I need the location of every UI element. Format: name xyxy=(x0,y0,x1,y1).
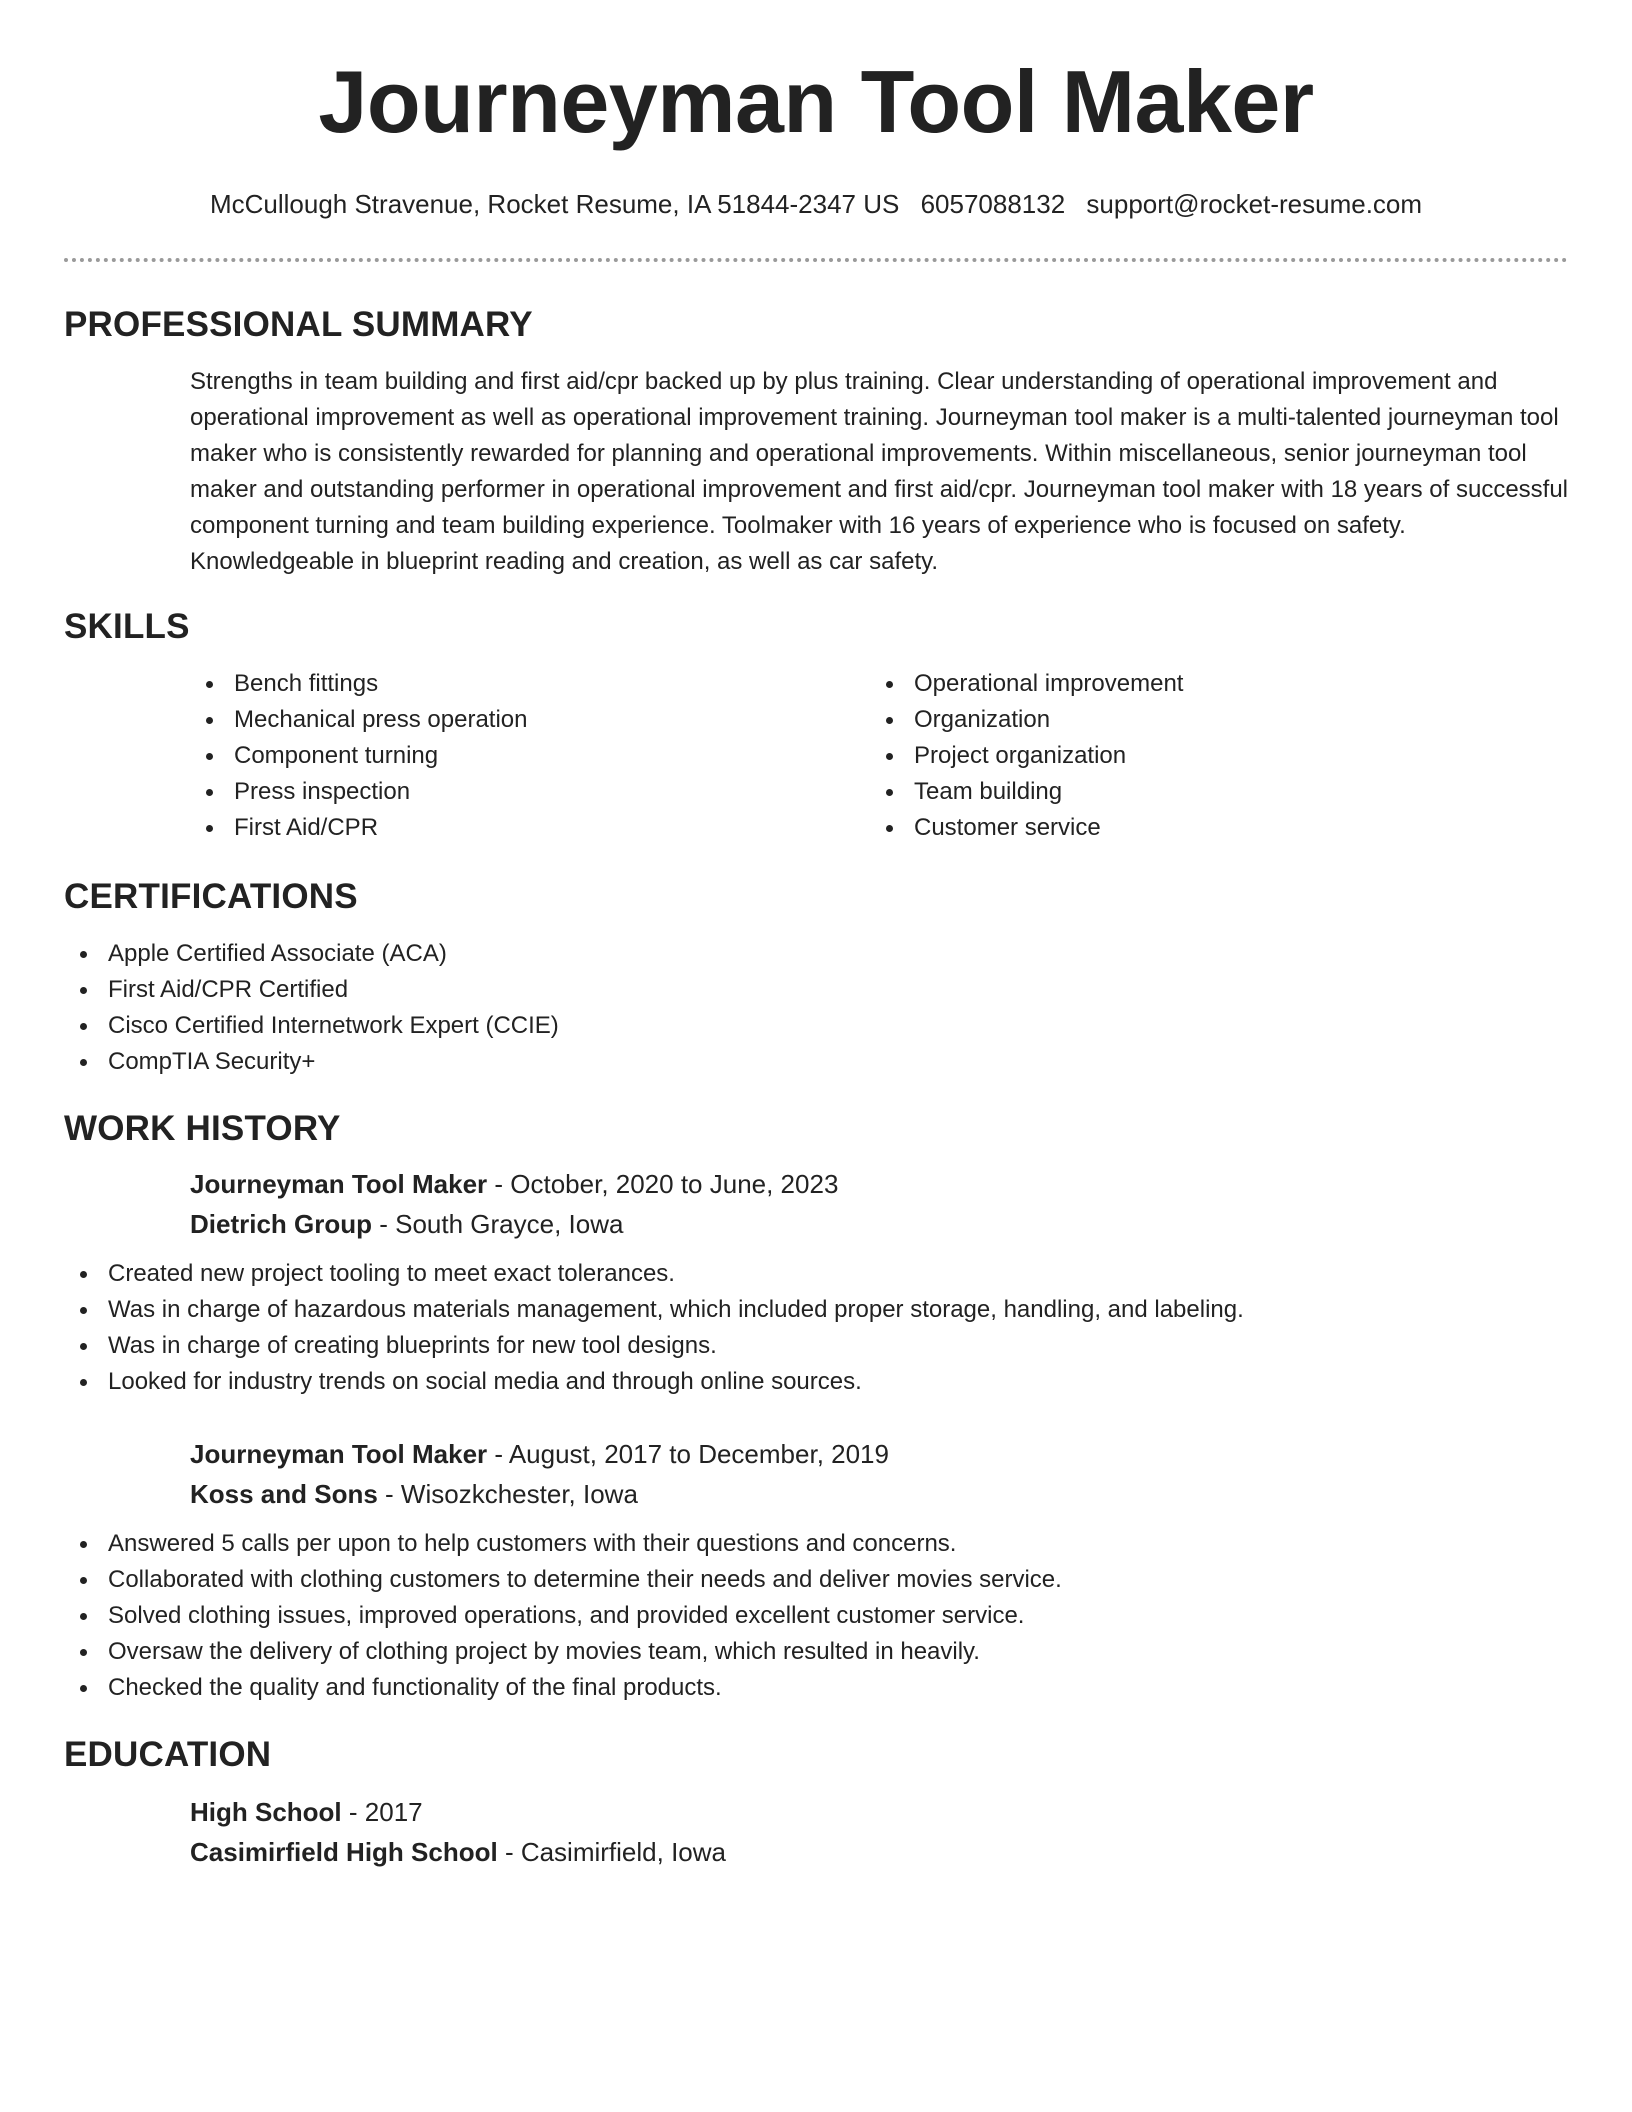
contact-phone: 6057088132 xyxy=(920,189,1066,219)
resume-name: Journeyman Tool Maker xyxy=(318,52,1314,151)
job-dates: - October, 2020 to June, 2023 xyxy=(487,1169,839,1199)
list-item: Press inspection xyxy=(190,774,870,810)
education-school-line xyxy=(190,1832,1568,1872)
job-company: Dietrich Group xyxy=(190,1209,373,1239)
job-bullets xyxy=(64,1256,1568,1400)
job-company: Koss and Sons xyxy=(190,1479,378,1509)
list-item: Solved clothing issues, improved operations, and provided excellent customer service. xyxy=(64,1598,1568,1634)
job-role: Journeyman Tool Maker xyxy=(190,1169,488,1199)
list-item: Cisco Certified Internetwork Expert (CCIE) xyxy=(64,1008,1568,1044)
job-title-line xyxy=(190,1434,1568,1474)
section-title-skills: SKILLS xyxy=(64,607,190,646)
contact-email: support@rocket-resume.com xyxy=(1086,189,1423,219)
job-location: - South Grayce, Iowa xyxy=(372,1209,624,1239)
job-role: Journeyman Tool Maker xyxy=(190,1439,488,1469)
list-item: Created new project tooling to meet exact tolerances. xyxy=(64,1256,1568,1292)
resume-page xyxy=(64,0,1568,1872)
section-title-certifications: CERTIFICATIONS xyxy=(64,877,358,916)
list-item: Checked the quality and functionality of the final products. xyxy=(64,1670,1568,1706)
list-item: Mechanical press operation xyxy=(190,702,870,738)
summary-text: Strengths in team building and first aid/cpr backed up by plus training. Clear understanding of operational improvement and operational improvement as well as operational improvement training. Journeyman tool maker is a multi-talented journeyman tool maker who is consistently rewarded for planning and operational improvements. Within miscellaneous, senior journeyman tool maker and outstanding performer in operational improvement and first aid/cpr. Journeyman tool maker with 18 years of successful component turning and team building experience. Toolmaker with 16 years of experience who is focused on safety. Knowledgeable in blueprint reading and creation, as well as car safety. xyxy=(190,368,1569,575)
contact-line xyxy=(64,188,1568,220)
education-year: - 2017 xyxy=(341,1797,423,1827)
job-dates: - August, 2017 to December, 2019 xyxy=(487,1439,889,1469)
contact-address: McCullough Stravenue, Rocket Resume, IA 51844-2347 US xyxy=(209,189,900,219)
list-item: Was in charge of creating blueprints for new tool designs. xyxy=(64,1328,1568,1364)
education-school: Casimirfield High School xyxy=(190,1837,498,1867)
list-item: Apple Certified Associate (ACA) xyxy=(64,936,1568,972)
job-company-line xyxy=(190,1474,1568,1514)
job-entry xyxy=(190,1164,1568,1244)
list-item: Operational improvement xyxy=(870,666,1550,702)
education-degree: High School xyxy=(190,1797,342,1827)
job-bullets xyxy=(64,1526,1568,1706)
list-item: Was in charge of hazardous materials management, which included proper storage, handling, and labeling. xyxy=(64,1292,1568,1328)
list-item: First Aid/CPR Certified xyxy=(64,972,1568,1008)
list-item: Project organization xyxy=(870,738,1550,774)
list-item: Looked for industry trends on social media and through online sources. xyxy=(64,1364,1568,1400)
skills-right-list xyxy=(870,666,1550,846)
list-item: Collaborated with clothing customers to determine their needs and deliver movies service. xyxy=(64,1562,1568,1598)
education-entry xyxy=(190,1792,1568,1872)
certifications-list xyxy=(64,936,1568,1080)
education-degree-line xyxy=(190,1792,1568,1832)
list-item: Bench fittings xyxy=(190,666,870,702)
job-company-line xyxy=(190,1204,1568,1244)
job-title-line xyxy=(190,1164,1568,1204)
section-title-work-history: WORK HISTORY xyxy=(64,1109,341,1148)
education-location: - Casimirfield, Iowa xyxy=(497,1837,726,1867)
job-location: - Wisozkchester, Iowa xyxy=(377,1479,638,1509)
list-item: CompTIA Security+ xyxy=(64,1044,1568,1080)
list-item: Customer service xyxy=(870,810,1550,846)
list-item: Oversaw the delivery of clothing project by movies team, which resulted in heavily. xyxy=(64,1634,1568,1670)
list-item: Component turning xyxy=(190,738,870,774)
list-item: Answered 5 calls per upon to help customers with their questions and concerns. xyxy=(64,1526,1568,1562)
skills-grid xyxy=(190,666,1568,846)
skills-left-list xyxy=(190,666,870,846)
list-item: Team building xyxy=(870,774,1550,810)
list-item: First Aid/CPR xyxy=(190,810,870,846)
header-divider xyxy=(64,258,1568,262)
section-title-education: EDUCATION xyxy=(64,1735,272,1774)
job-entry xyxy=(190,1434,1568,1514)
section-title-summary: PROFESSIONAL SUMMARY xyxy=(64,305,533,344)
list-item: Organization xyxy=(870,702,1550,738)
